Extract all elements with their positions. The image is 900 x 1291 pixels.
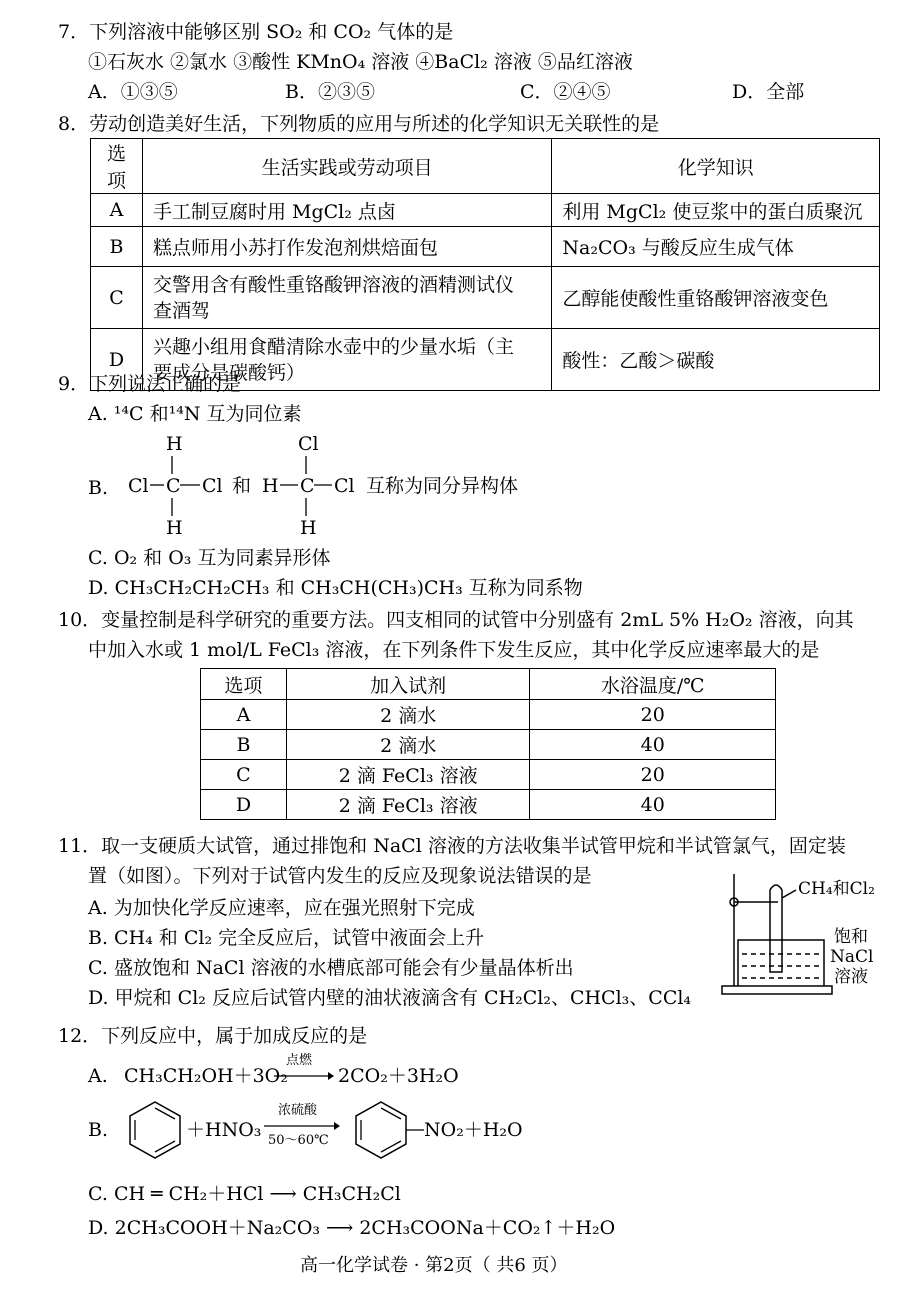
q9-option-a: A. ¹⁴C 和¹⁴N 互为同位素	[88, 403, 302, 425]
q12-option-a-left: CH₃CH₂OH＋3O₂	[124, 1065, 288, 1087]
fig-label-solution: 溶液	[834, 967, 868, 987]
q9-option-d: D. CH₃CH₂CH₂CH₃ 和 CH₃CH(CH₃)CH₃ 互称为同系物	[88, 577, 583, 599]
methane-chlorine-apparatus	[716, 868, 896, 1000]
struct2-bottom: H	[300, 517, 317, 539]
q7-stem: 7．下列溶液中能够区别 SO₂ 和 CO₂ 气体的是	[58, 21, 454, 43]
benzene-ring-icon	[124, 1098, 186, 1162]
q10-row-b-temp: 40	[530, 730, 776, 760]
q8-row-c-option: C	[91, 267, 143, 329]
q12-option-c: C. CH ═ CH₂＋HCl ⟶ CH₃CH₂Cl	[88, 1183, 401, 1205]
q12-option-b-right: NO₂＋H₂O	[424, 1119, 523, 1141]
q12-b-arrow	[262, 1100, 342, 1156]
q8-row-d-practice-line1: 兴趣小组用食醋清除水壶中的少量水垢（主	[152, 335, 514, 358]
q12-b-condition-top: 浓硫酸	[278, 1103, 318, 1118]
q8-table	[90, 138, 880, 391]
q8-row-d-practice-line2: 要成分是碳酸钙）	[152, 361, 305, 384]
struct2-top: Cl	[298, 433, 319, 455]
q12-stem: 12．下列反应中，属于加成反应的是	[58, 1025, 368, 1047]
struct1-bottom: H	[166, 517, 183, 539]
q8-row-d-option: D	[91, 329, 143, 391]
page-footer: 高一化学试卷 · 第2页（ 共6 页）	[300, 1255, 568, 1276]
q10-row-c-option: C	[201, 760, 287, 790]
q8-header-practice: 生活实践或劳动项目	[142, 139, 551, 194]
q11-option-a: A. 为加快化学反应速率，应在强光照射下完成	[88, 897, 475, 919]
q8-row-b-practice: 糕点师用小苏打作发泡剂烘焙面包	[142, 227, 551, 267]
q8-row-d-knowledge: 酸性：乙酸＞碳酸	[552, 329, 880, 391]
q10-header-option: 选项	[201, 669, 287, 700]
q9-option-c: C. O₂ 和 O₃ 互为同素异形体	[88, 547, 331, 569]
q8-row-b-option: B	[91, 227, 143, 267]
struct2-right: Cl	[334, 475, 355, 497]
fig-label-saturated: 饱和	[834, 927, 868, 947]
q8-row-a-practice: 手工制豆腐时用 MgCl₂ 点卤	[142, 194, 551, 227]
struct1-right: Cl	[202, 475, 223, 497]
q8-row-c-knowledge: 乙醇能使酸性重铬酸钾溶液变色	[552, 267, 880, 329]
q7-option-d: D．全部	[732, 81, 805, 103]
struct1-top: H	[166, 433, 183, 455]
q8-row-a-knowledge: 利用 MgCl₂ 使豆浆中的蛋白质聚沉	[552, 194, 880, 227]
q7-option-a: A．①③⑤	[88, 81, 178, 103]
q8-header-option: 选项	[91, 139, 143, 194]
q11-stem-line1: 11．取一支硬质大试管，通过排饱和 NaCl 溶液的方法收集半试管甲烷和半试管氯气，固定装	[58, 835, 846, 857]
q11-option-d: D. 甲烷和 Cl₂ 反应后试管内壁的油状液滴含有 CH₂Cl₂、CHCl₃、CCl₄	[88, 987, 692, 1009]
q8-row-a-option: A	[91, 194, 143, 227]
q10-row-d-temp: 40	[530, 790, 776, 820]
fig-label-gas: CH₄和Cl₂	[798, 879, 875, 899]
q7-option-c: C．②④⑤	[520, 81, 611, 103]
q8-row-c-practice-line1: 交警用含有酸性重铬酸钾溶液的酒精测试仪	[152, 273, 514, 296]
q10-row-c-reagent: 2 滴 FeCl₃ 溶液	[286, 760, 530, 790]
struct1-left: Cl	[128, 475, 149, 497]
q12-a-condition: 点燃	[286, 1053, 313, 1068]
struct1-center: C	[166, 475, 181, 497]
q10-header-reagent: 加入试剂	[286, 669, 530, 700]
fig-label-nacl: NaCl	[830, 947, 874, 967]
q10-row-a-reagent: 2 滴水	[286, 700, 530, 730]
q8-row-b-knowledge: Na₂CO₃ 与酸反应生成气体	[552, 227, 880, 267]
q12-option-d: D. 2CH₃COOH＋Na₂CO₃ ⟶ 2CH₃COONa＋CO₂↑＋H₂O	[88, 1217, 616, 1239]
q10-stem-line1: 10．变量控制是科学研究的重要方法。四支相同的试管中分别盛有 2mL 5% H₂O₂ 溶液，向其	[58, 609, 854, 631]
q10-row-b-reagent: 2 滴水	[286, 730, 530, 760]
q9-structures	[120, 430, 540, 540]
struct2-center: C	[300, 475, 315, 497]
q12-option-b-label: B.	[88, 1119, 109, 1141]
q12-option-a-label: A.	[88, 1065, 108, 1087]
q8-header-knowledge: 化学知识	[552, 139, 880, 194]
q8-stem: 8．劳动创造美好生活，下列物质的应用与所述的化学知识无关联性的是	[58, 113, 660, 135]
q7-option-b: B．②③⑤	[285, 81, 375, 103]
q9-option-b-label: B.	[88, 477, 109, 499]
q10-row-d-option: D	[201, 790, 287, 820]
q12-b-condition-bottom: 50～60℃	[268, 1133, 329, 1148]
q7-items: ①石灰水 ②氯水 ③酸性 KMnO₄ 溶液 ④BaCl₂ 溶液 ⑤品红溶液	[88, 51, 633, 73]
q10-row-a-temp: 20	[530, 700, 776, 730]
q12-option-b-plus: ＋HNO₃	[186, 1119, 262, 1141]
q9-stem: 9．下列说法正确的是	[58, 373, 242, 395]
struct2-left: H	[262, 475, 279, 497]
q11-option-c: C. 盛放饱和 NaCl 溶液的水槽底部可能会有少量晶体析出	[88, 957, 574, 979]
q12-a-arrow	[272, 1050, 334, 1086]
nitrobenzene-ring-icon	[350, 1098, 424, 1162]
q10-row-c-temp: 20	[530, 760, 776, 790]
q10-header-temp: 水浴温度/℃	[530, 669, 776, 700]
q10-row-a-option: A	[201, 700, 287, 730]
q10-stem-line2: 中加入水或 1 mol/L FeCl₃ 溶液，在下列条件下发生反应，其中化学反应速率最大的是	[88, 639, 820, 661]
q10-row-b-option: B	[201, 730, 287, 760]
q9-option-b-tail: 互称为同分异构体	[366, 475, 519, 497]
q11-stem-line2: 置（如图）。下列对于试管内发生的反应及现象说法错误的是	[88, 865, 592, 887]
q11-option-b: B. CH₄ 和 Cl₂ 完全反应后，试管中液面会上升	[88, 927, 485, 949]
q10-table	[200, 668, 776, 820]
q12-option-a-right: 2CO₂＋3H₂O	[338, 1065, 459, 1087]
q9-option-b-mid: 和	[232, 475, 252, 497]
q10-row-d-reagent: 2 滴 FeCl₃ 溶液	[286, 790, 530, 820]
q8-row-c-practice-line2: 查酒驾	[152, 299, 210, 322]
